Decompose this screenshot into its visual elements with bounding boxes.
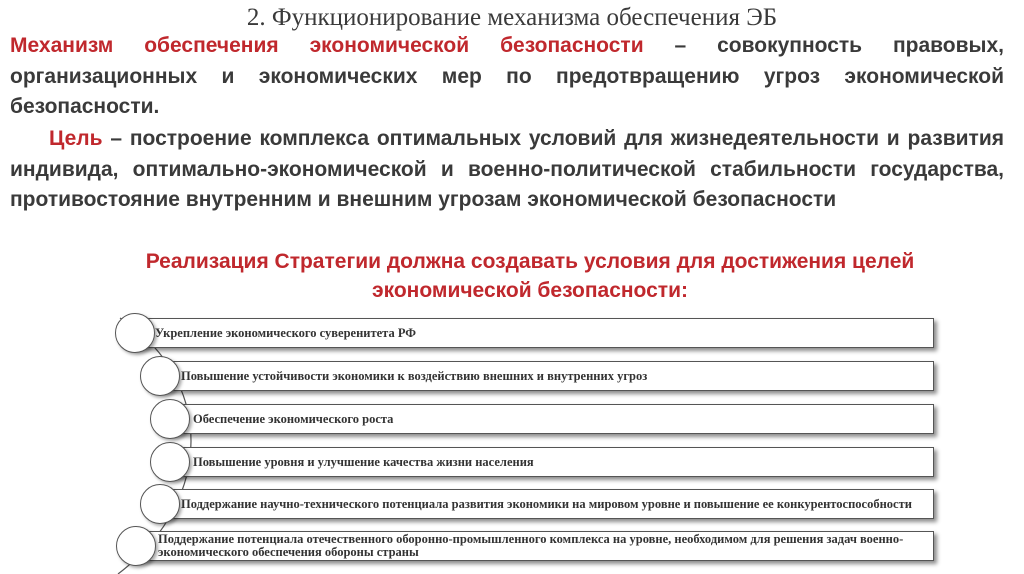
slide-title: 2. Функционирование механизма обеспечения ЭБ [246, 4, 778, 31]
list-item-text: Обеспечение экономического роста [193, 411, 394, 426]
goal-term: Цель [49, 127, 103, 150]
list-item-text: Укрепление экономического суверенитета РФ [155, 325, 416, 340]
list-item [132, 318, 934, 348]
bullet-circle [150, 399, 190, 439]
list-item [160, 489, 934, 519]
goal-text: – построение комплекса оптимальных условий для жизнедеятельности и развития индивида, оптимально-экономической и военно-политической стабильности государства, противостояние внутренним и внешним угрозам экономической безопасности [10, 127, 1004, 211]
bullet-circle [140, 484, 180, 524]
list-item [135, 531, 934, 561]
list-item-text: Повышение устойчивости экономики к воздействию внешних и внутренних угроз [181, 368, 648, 383]
list-item-text: Поддержание научно-технического потенциала развития экономики на мировом уровне и повышение ее конкурентоспособности [181, 496, 912, 511]
list-item [170, 404, 934, 434]
goal-paragraph [10, 124, 1004, 216]
list-item-text: Повышение уровня и улучшение качества жизни населения [193, 454, 534, 469]
strategy-headline: Реализация Стратегии должна создавать условия для достижения целей экономической безопасности: [145, 250, 915, 302]
list-item [160, 361, 934, 391]
definition-term: Механизм обеспечения экономической безопасности [10, 34, 644, 57]
list-item [170, 447, 934, 477]
bullet-circle [140, 356, 180, 396]
definition-text: – совокупность правовых, организационных и экономических мер по предотвращению угроз экономической безопасности. [10, 34, 1004, 118]
definition-paragraph [10, 31, 1004, 123]
bullet-circle [116, 526, 156, 566]
bullet-circle [115, 313, 155, 353]
list-item-text: Поддержание потенциала отечественного оборонно-промышленного комплекса на уровне, необходимом для решения задач военно-экономического обеспечения обороны страны [158, 532, 904, 559]
bullet-circle [150, 442, 190, 482]
